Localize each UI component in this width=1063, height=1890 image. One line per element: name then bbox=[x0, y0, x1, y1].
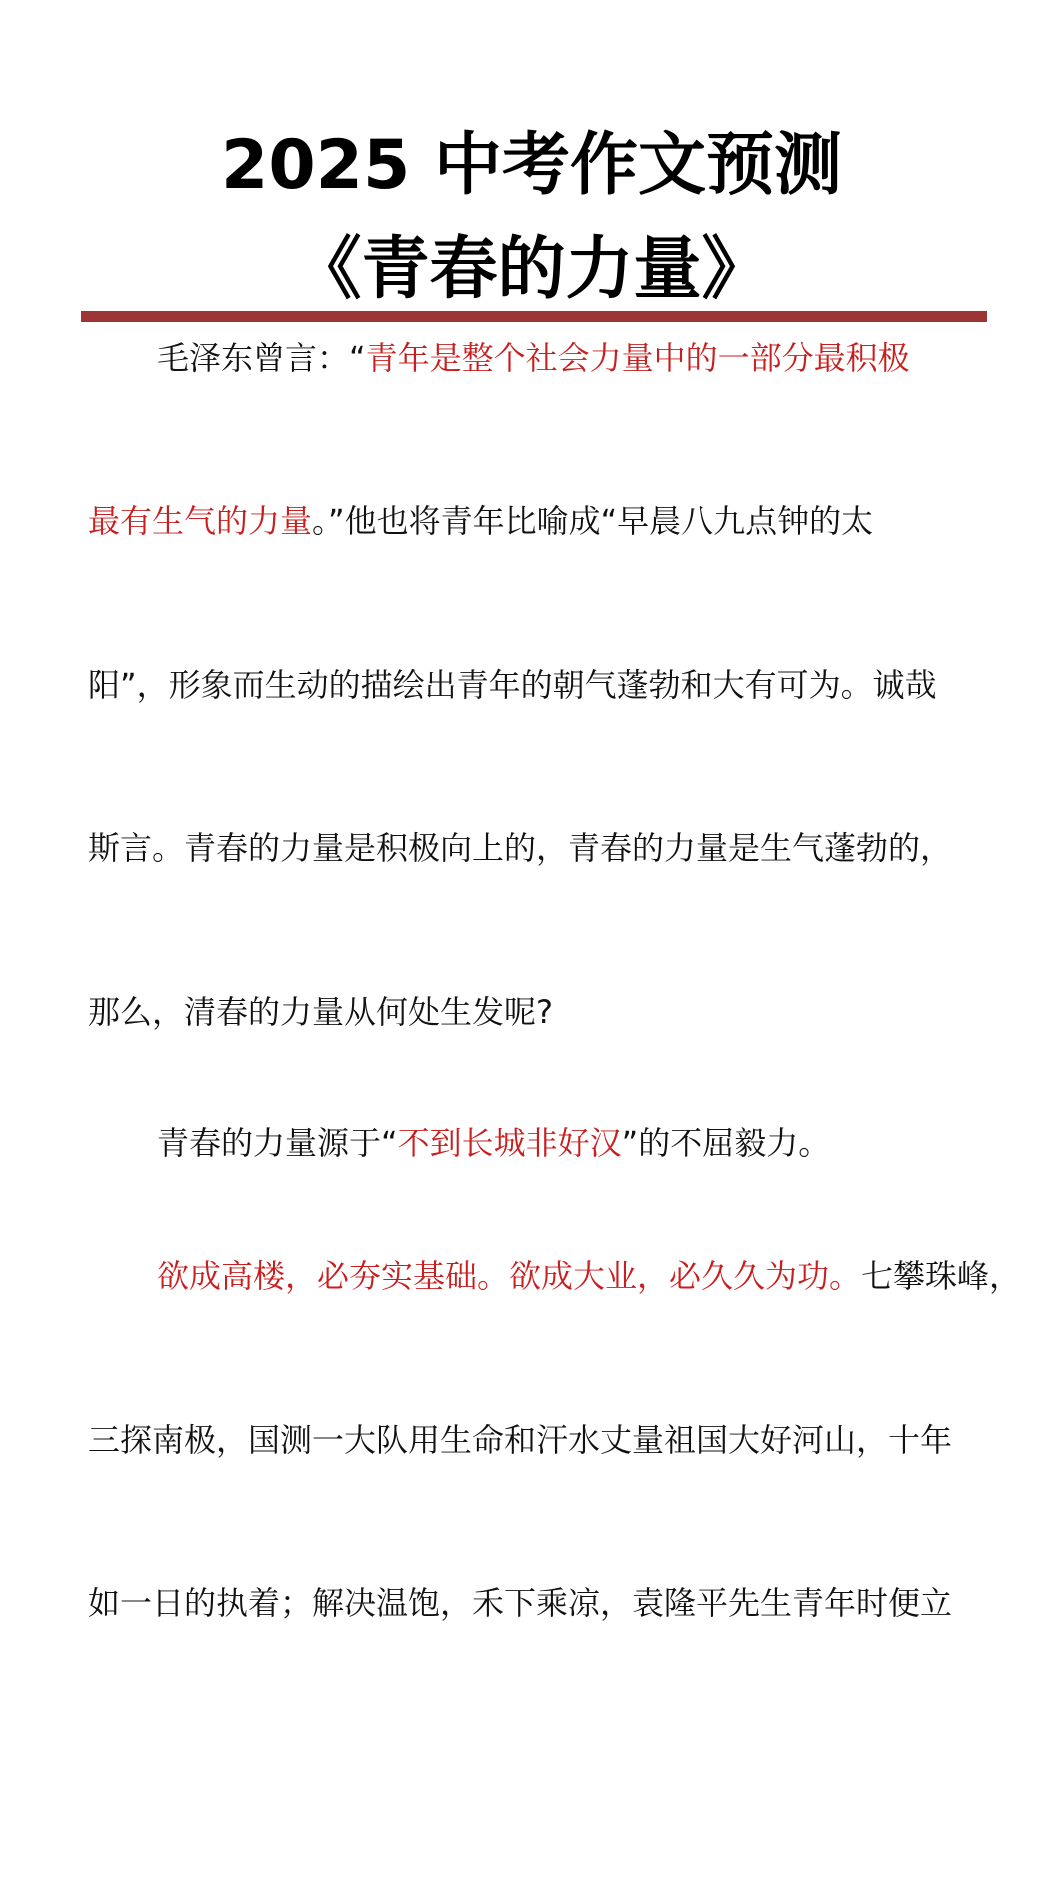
text-span: “ bbox=[349, 339, 366, 377]
text-span: 毛泽东曾言： bbox=[157, 339, 350, 377]
paragraph-1-line-1 bbox=[157, 339, 910, 377]
text-span: 。”他也将青年比喻成“早晨八九点钟的太 bbox=[312, 502, 874, 540]
paragraph-3-line-1 bbox=[157, 1257, 1022, 1295]
paragraph-1-line-2 bbox=[88, 502, 874, 540]
paragraph-1-line-5: 那么，清春的力量从何处生发呢? bbox=[88, 993, 553, 1031]
highlight-quote: 最有生气的力量 bbox=[88, 502, 313, 540]
highlight-quote: 青年是整个社会力量中的一部分最积极 bbox=[365, 339, 910, 377]
paragraph-2-line-1 bbox=[157, 1124, 831, 1162]
page-title: 2025 中考作文预测 bbox=[221, 126, 842, 205]
text-span: 七攀珠峰， bbox=[861, 1257, 1022, 1295]
text-span: ”的不屈毅力。 bbox=[621, 1124, 831, 1162]
paragraph-1-line-3: 阳”，形象而生动的描绘出青年的朝气蓬勃和大有可为。诚哉 bbox=[88, 666, 937, 704]
page-subtitle: 《青春的力量》 bbox=[293, 230, 770, 309]
text-span: 青春的力量源于“ bbox=[157, 1124, 398, 1162]
title-divider bbox=[81, 311, 987, 322]
highlight-quote: 不到长城非好汉 bbox=[397, 1124, 622, 1162]
paragraph-1-line-4: 斯言。青春的力量是积极向上的，青春的力量是生气蓬勃的， bbox=[88, 829, 953, 867]
paragraph-3-line-2: 三探南极，国测一大队用生命和汗水丈量祖国大好河山，十年 bbox=[88, 1421, 953, 1459]
paragraph-3-line-3: 如一日的执着；解决温饱，禾下乘凉，袁隆平先生青年时便立 bbox=[88, 1584, 953, 1622]
highlight-quote: 欲成高楼，必夯实基础。欲成大业，必久久为功。 bbox=[157, 1257, 862, 1295]
